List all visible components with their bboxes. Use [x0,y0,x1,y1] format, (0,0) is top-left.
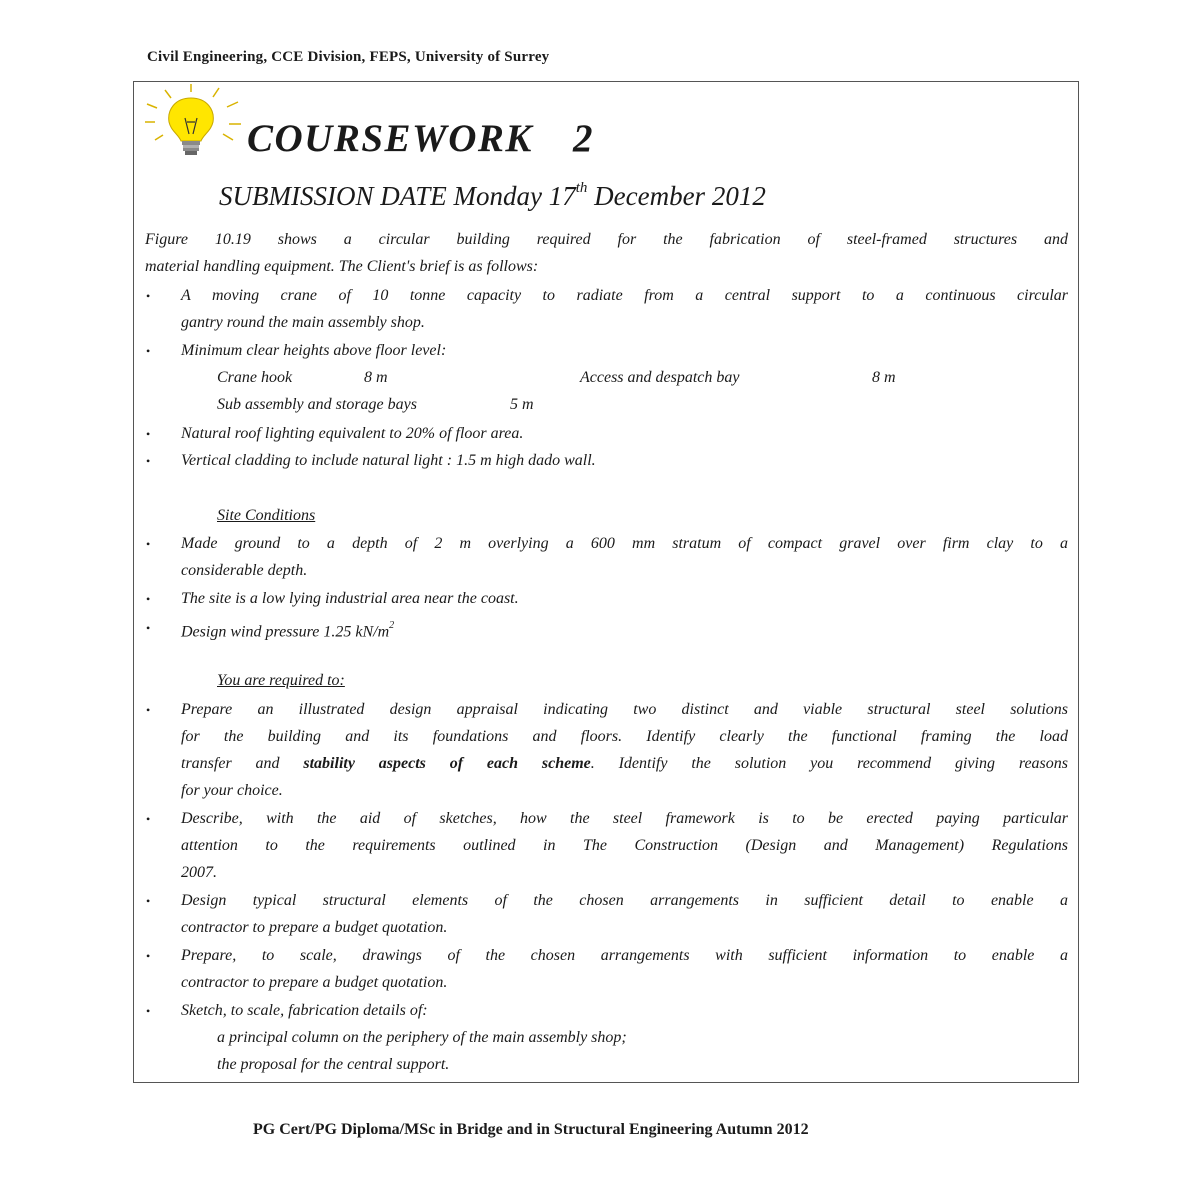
site-wind [181,618,394,642]
appraisal-line-1: Prepare an illustrated design appraisal indicating two distinct and viable structural steel solutions [181,701,1068,718]
intro-line-1: Figure 10.19 shows a circular building required for the fabrication of steel-framed structures and [145,231,1068,248]
design-line-2: contractor to prepare a budget quotation. [181,919,448,936]
crane-hook-label: Crane hook [217,369,293,386]
bullet: • [146,812,151,826]
bullet: • [146,592,151,606]
bullet: • [146,427,151,441]
brief-roof: Natural roof lighting equivalent to 20% of floor area. [181,425,524,442]
appraisal-bold: stability aspects of each scheme [303,755,591,772]
describe-line-2: attention to the requirements outlined in The Construction (Design and Management) Regulations [181,837,1068,854]
appraisal-line-3-a: transfer and [181,755,304,772]
drawings-line-1: Prepare, to scale, drawings of the chosen arrangements with sufficient information to enable a [181,947,1068,964]
site-ground-line-1: Made ground to a depth of 2 m overlying a 600 mm stratum of compact gravel over firm clay to a [181,535,1068,552]
access-bay-value: 8 m [872,369,896,386]
sub-assembly-label: Sub assembly and storage bays [217,396,417,413]
appraisal-line-4: for your choice. [181,782,283,799]
sub-assembly-value: 5 m [510,396,534,413]
bullet: • [146,621,151,635]
lightbulb-icon [141,82,245,162]
page-footer: PG Cert/PG Diploma/MSc in Bridge and in Structural Engineering Autumn 2012 [253,1121,809,1138]
page-header: Civil Engineering, CCE Division, FEPS, University of Surrey [147,49,550,65]
describe-line-3: 2007. [181,864,217,881]
site-wind-sup: 2 [389,620,395,631]
title-number: 2 [572,117,594,160]
brief-crane-line-1: A moving crane of 10 tonne capacity to radiate from a central support to a continuous circular [181,287,1068,304]
coursework-title [247,119,594,158]
title-word: COURSEWORK [247,117,533,160]
bullet: • [146,454,151,468]
bullet: • [146,289,151,303]
bullet: • [146,949,151,963]
sketch-intro: Sketch, to scale, fabrication details of: [181,1002,428,1019]
bullet: • [146,344,151,358]
access-bay-label: Access and despatch bay [580,369,740,386]
brief-cladding: Vertical cladding to include natural light : 1.5 m high dado wall. [181,452,596,469]
site-area: The site is a low lying industrial area near the coast. [181,590,519,607]
submission-prefix: SUBMISSION DATE Monday 17 [219,181,576,211]
crane-hook-value: 8 m [364,369,388,386]
required-heading: You are required to: [217,672,345,689]
bullet: • [146,703,151,717]
describe-line-1: Describe, with the aid of sketches, how the steel framework is to be erected paying particular [181,810,1068,827]
submission-ordinal: th [575,180,588,196]
bullet: • [146,537,151,551]
bullet: • [146,1004,151,1018]
drawings-line-2: contractor to prepare a budget quotation. [181,974,448,991]
site-ground-line-2: considerable depth. [181,562,308,579]
intro-line-2: material handling equipment. The Client's brief is as follows: [145,258,539,275]
submission-date [219,180,766,211]
bullet: • [146,894,151,908]
brief-heights-intro: Minimum clear heights above floor level: [181,342,447,359]
appraisal-line-3-b: . Identify the solution you recommend giving reasons [590,755,1069,772]
appraisal-line-3 [181,754,1068,774]
sketch-item-support: the proposal for the central support. [217,1056,450,1073]
brief-crane-line-2: gantry round the main assembly shop. [181,314,425,331]
appraisal-line-2: for the building and its foundations and floors. Identify clearly the functional framing the load [181,728,1068,745]
sketch-item-column: a principal column on the periphery of the main assembly shop; [217,1029,627,1046]
site-wind-text: Design wind pressure 1.25 kN/m [181,623,390,641]
site-conditions-heading: Site Conditions [217,507,316,524]
submission-suffix: December 2012 [587,181,766,211]
design-line-1: Design typical structural elements of the chosen arrangements in sufficient detail to enable a [181,892,1068,909]
